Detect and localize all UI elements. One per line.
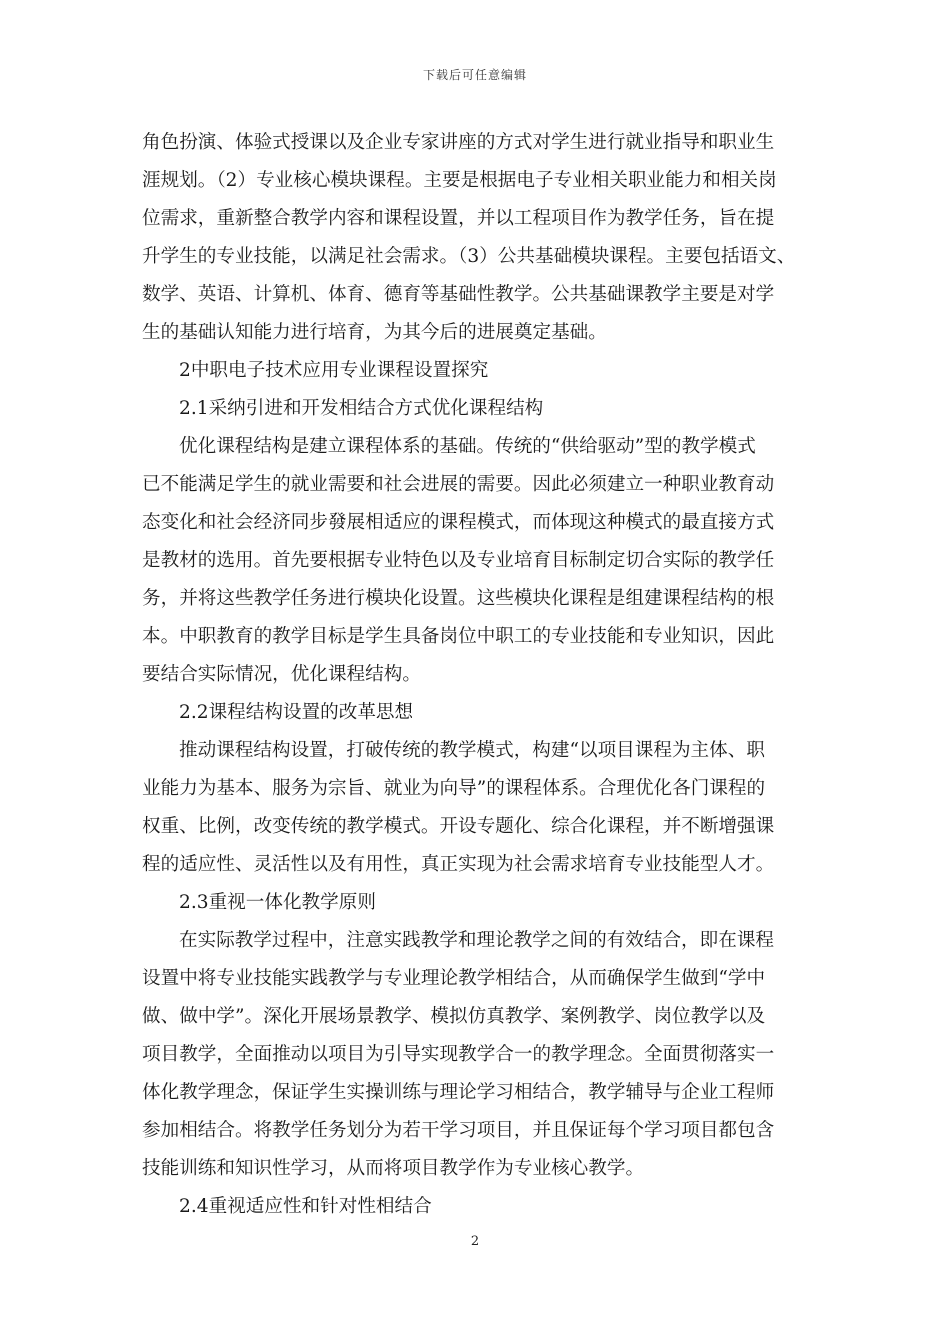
text-line: 务，并将这些教学任务进行模块化设置。这些模块化课程是组建课程结构的根 [142, 588, 775, 609]
paragraph-start-line: 2.4重视适应性和针对性相结合 [179, 1196, 432, 1217]
paragraph-start-line: 在实际教学过程中，注意实践教学和理论教学之间的有效结合，即在课程 [179, 930, 775, 951]
text-line: 位需求，重新整合教学内容和课程设置，并以工程项目作为教学任务，旨在提 [142, 208, 775, 229]
paragraph-start-line: 2.2课程结构设置的改革思想 [179, 702, 414, 723]
text-line: 态变化和社会经济同步發展相适应的课程模式，而体现这种模式的最直接方式 [142, 512, 775, 533]
text-line: 设置中将专业技能实践教学与专业理论教学相结合，从而确保学生做到“学中 [142, 968, 766, 989]
text-line: 涯规划。（2）专业核心模块课程。主要是根据电子专业相关职业能力和相关岗 [142, 170, 777, 191]
text-line: 权重、比例，改变传统的教学模式。开设专题化、综合化课程，并不断增强课 [142, 816, 775, 837]
document-body [142, 124, 810, 1226]
text-line: 程的适应性、灵活性以及有用性，真正实现为社会需求培育专业技能型人才。 [142, 854, 775, 875]
text-line: 做、做中学”。深化开展场景教学、模拟仿真教学、案例教学、岗位教学以及 [142, 1006, 766, 1027]
text-line: 体化教学理念，保证学生实操训练与理论学习相结合，教学辅导与企业工程师 [142, 1082, 775, 1103]
paragraph-start-line: 2.3重视一体化教学原则 [179, 892, 376, 913]
text-line: 业能力为基本、服务为宗旨、就业为向导”的课程体系。合理优化各门课程的 [142, 778, 766, 799]
text-line: 参加相结合。将教学任务划分为若干学习项目，并且保证每个学习项目都包含 [142, 1120, 775, 1141]
text-line: 本。中职教育的教学目标是学生具备岗位中职工的专业技能和专业知识，因此 [142, 626, 775, 647]
text-line: 已不能满足学生的就业需要和社会进展的需要。因此必须建立一种职业教育动 [142, 474, 775, 495]
paragraph-start-line: 推动课程结构设置，打破传统的教学模式，构建“以项目课程为主体、职 [179, 740, 765, 761]
text-line: 项目教学，全面推动以项目为引导实现教学合一的教学理念。全面贯彻落实一 [142, 1044, 775, 1065]
text-line: 技能训练和知识性学习，从而将项目教学作为专业核心教学。 [142, 1158, 645, 1179]
text-line: 是教材的选用。首先要根据专业特色以及专业培育目标制定切合实际的教学任 [142, 550, 775, 571]
text-line: 升学生的专业技能，以满足社会需求。（3）公共基础模块课程。主要包括语文、 [142, 246, 796, 267]
paragraph-start-line: 2.1采纳引进和开发相结合方式优化课程结构 [179, 398, 544, 419]
text-line: 要结合实际情况，优化课程结构。 [142, 664, 421, 685]
paragraph-start-line: 优化课程结构是建立课程体系的基础。传统的“供给驱动”型的教学模式 [179, 436, 756, 457]
page-header: 下载后可任意编辑 [422, 68, 527, 82]
text-line: 角色扮演、体验式授课以及企业专家讲座的方式对学生进行就业指导和职业生 [142, 132, 775, 153]
page-number: 2 [470, 1234, 480, 1249]
text-line: 数学、英语、计算机、体育、德育等基础性教学。公共基础课教学主要是对学 [142, 284, 775, 305]
text-line: 生的基础认知能力进行培育，为其今后的进展奠定基础。 [142, 322, 607, 343]
paragraph-start-line: 2中职电子技术应用专业课程设置探究 [179, 360, 489, 381]
